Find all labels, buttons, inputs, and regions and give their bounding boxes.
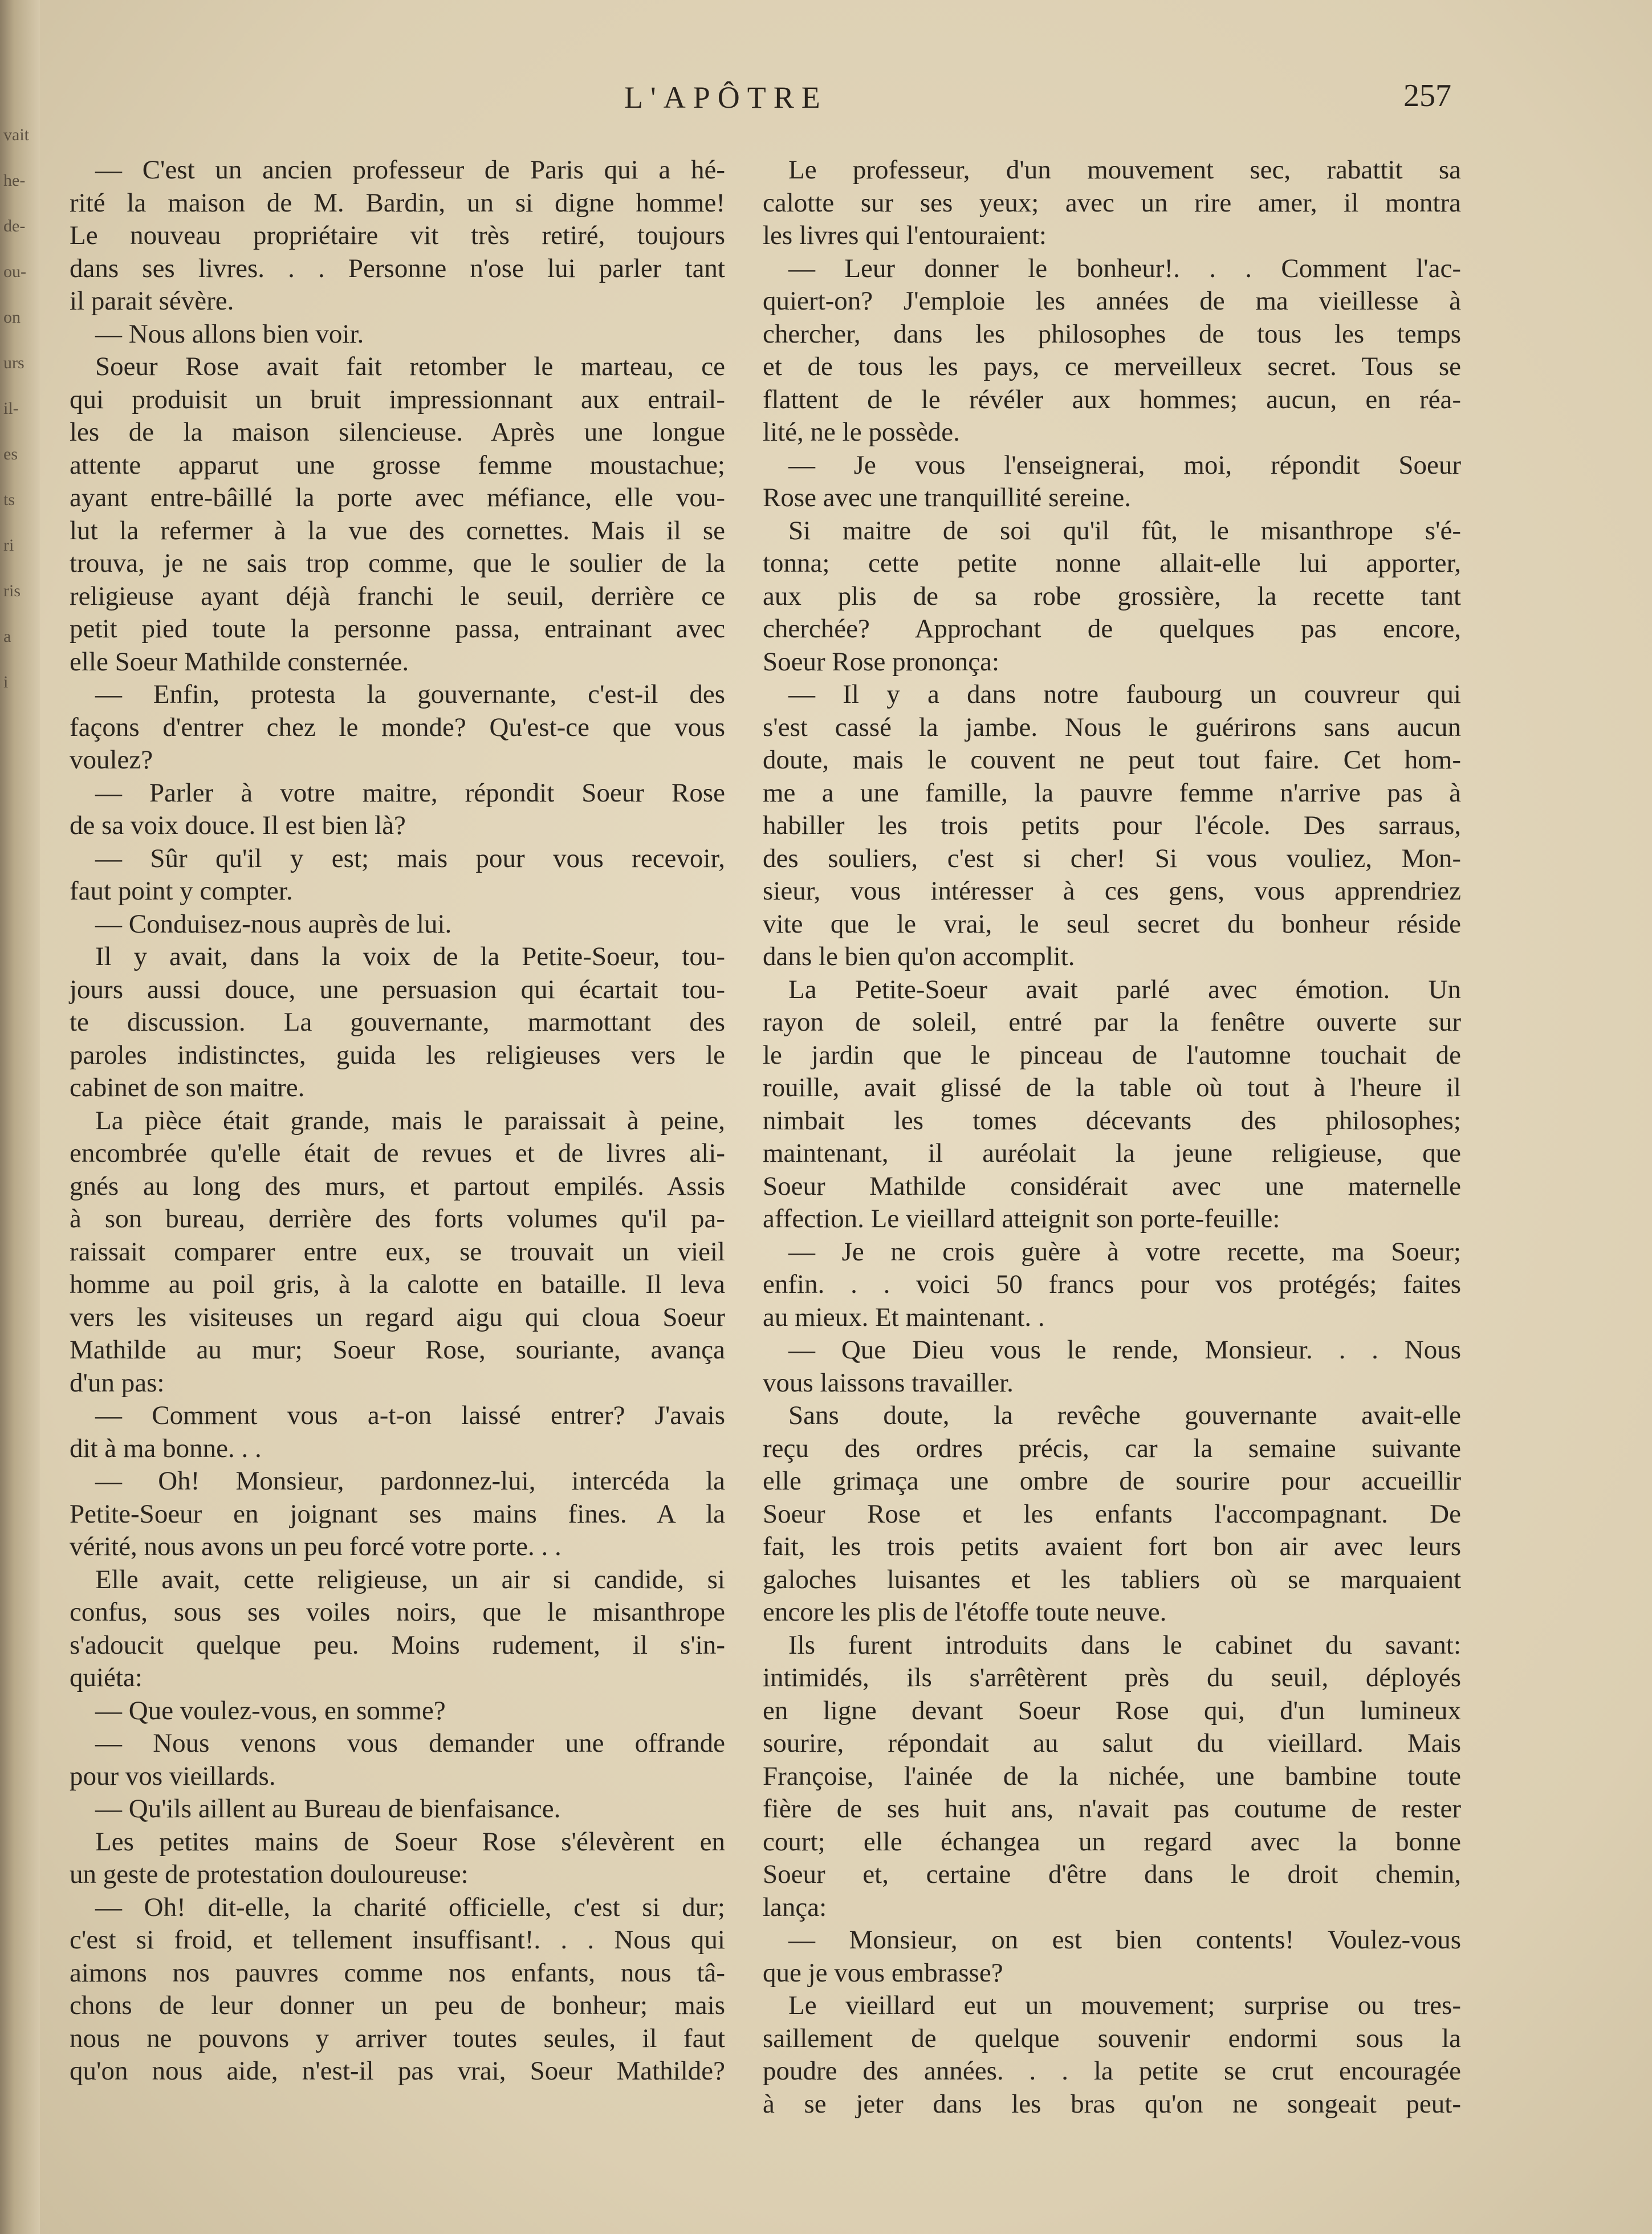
text-line: — Parler à votre maitre, répondit Soeur Rose <box>95 778 725 808</box>
text-line: faut point y compter. <box>70 876 293 906</box>
text-line: saillement de quelque souvenir endormi sous la <box>763 2023 1461 2053</box>
text-line: Il y avait, dans la voix de la Petite-Soeur, tou- <box>95 942 725 971</box>
text-line: elle Soeur Mathilde consternée. <box>70 646 409 677</box>
text-line: reçu des ordres précis, car la semaine suivante <box>763 1433 1461 1463</box>
text-line: encombrée qu'elle était de revues et de livres ali- <box>70 1138 725 1168</box>
text-line: — Qu'ils aillent au Bureau de bienfaisance. <box>95 1794 561 1824</box>
text-line: voulez? <box>70 745 153 775</box>
text-line: dans le bien qu'on accomplit. <box>763 942 1075 971</box>
text-line: — Sûr qu'il y est; mais pour vous recevoir, <box>95 843 725 873</box>
text-line: Si maitre de soi qu'il fût, le misanthrope s'é- <box>788 515 1461 546</box>
text-line: — Oh! Monsieur, pardonnez-lui, intercéda la <box>95 1466 725 1496</box>
text-line: et de tous les pays, ce merveilleux secret. Tous se <box>763 352 1461 381</box>
text-line: Le vieillard eut un mouvement; surprise ou tres- <box>788 1991 1461 2020</box>
text-line: que je vous embrasse? <box>763 1958 1003 1988</box>
text-line: confus, sous ses voiles noirs, que le misanthrope <box>70 1597 725 1627</box>
text-line: rité la maison de M. Bardin, un si digne homme! <box>70 188 725 218</box>
text-line: — Que Dieu vous le rende, Monsieur. . . Nous <box>788 1335 1461 1365</box>
text-line: me a une famille, la pauvre femme n'arrive pas à <box>763 778 1461 808</box>
text-line: vers les visiteuses un regard aigu qui cloua Soeur <box>70 1302 725 1332</box>
text-line: les de la maison silencieuse. Après une longue <box>70 417 725 447</box>
text-line: Le nouveau propriétaire vit très retiré, toujours <box>70 221 725 250</box>
running-title: L'APÔTRE <box>624 80 828 115</box>
text-line: Sans doute, la revêche gouvernante avait-elle <box>788 1401 1461 1430</box>
text-line: nous ne pouvons y arriver toutes seules, il faut <box>70 2023 725 2053</box>
text-line: — Leur donner le bonheur!. . . Comment l'ac- <box>788 253 1461 283</box>
gutter-text-fragment: es <box>3 445 18 463</box>
text-line: ayant entre-bâillé la porte avec méfiance, elle vou- <box>70 483 725 512</box>
text-line: quiéta: <box>70 1663 143 1692</box>
running-header <box>0 80 1652 120</box>
text-line: qu'on nous aide, n'est-il pas vrai, Soeur Mathilde? <box>70 2056 725 2086</box>
facing-page-gutter <box>0 0 40 2234</box>
gutter-text-fragment: he- <box>3 171 26 190</box>
text-line: trouva, je ne sais trop comme, que le soulier de la <box>70 548 725 578</box>
gutter-text-fragment: a <box>3 627 11 646</box>
text-line: cherchée? Approchant de quelques pas encore, <box>763 614 1461 644</box>
text-line: galoches luisantes et les tabliers où se marquaient <box>763 1564 1461 1594</box>
gutter-text-fragment: vait <box>3 125 29 144</box>
text-line: Petite-Soeur en joignant ses mains fines. A la <box>70 1499 725 1529</box>
text-line: fait, les trois petits avaient fort bon air avec leurs <box>763 1532 1461 1561</box>
text-line: La Petite-Soeur avait parlé avec émotion. Un <box>788 974 1461 1004</box>
gutter-text-fragment: ri <box>3 536 14 555</box>
text-line: rouille, avait glissé de la table où tout à l'heure il <box>763 1073 1461 1102</box>
text-line: vous laissons travailler. <box>763 1368 1014 1398</box>
text-line: elle grimaça une ombre de sourire pour accueillir <box>763 1466 1461 1496</box>
gutter-text-fragment: il- <box>3 399 19 418</box>
page-number: 257 <box>1403 78 1451 113</box>
gutter-text-fragment: ts <box>3 490 15 509</box>
text-line: d'un pas: <box>70 1368 165 1398</box>
text-line: lança: <box>763 1892 827 1922</box>
text-line: quiert-on? J'emploie les années de ma vieillesse à <box>763 286 1461 316</box>
text-line: Rose avec une tranquillité sereine. <box>763 483 1131 512</box>
text-line: aux plis de sa robe grossière, la recette tant <box>763 581 1461 611</box>
text-line: habiller les trois petits pour l'école. Des sarraus, <box>763 811 1461 840</box>
gutter-text-fragment: on <box>3 308 21 327</box>
text-line: un geste de protestation douloureuse: <box>70 1859 469 1889</box>
text-line: — Monsieur, on est bien contents! Voulez-vous <box>788 1925 1461 1955</box>
text-line: — Je vous l'enseignerai, moi, répondit Soeur <box>788 450 1461 480</box>
text-line: à son bureau, derrière des forts volumes qu'il pa- <box>70 1204 725 1234</box>
text-line: flattent de le révéler aux hommes; aucun, en réa- <box>763 384 1461 414</box>
text-line: doute, mais le couvent ne peut tout faire. Cet hom- <box>763 745 1461 775</box>
text-line: vite que le vrai, le seul secret du bonheur réside <box>763 909 1461 939</box>
text-line: lut la refermer à la vue des cornettes. Mais il se <box>70 515 725 546</box>
text-line: Soeur Rose et les enfants l'accompagnant. De <box>763 1499 1461 1529</box>
text-line: Le professeur, d'un mouvement sec, rabattit sa <box>788 155 1461 185</box>
text-line: — Comment vous a-t-on laissé entrer? J'avais <box>95 1401 725 1430</box>
text-line: rayon de soleil, entré par la fenêtre ouverte sur <box>763 1007 1461 1037</box>
text-line: gnés au long des murs, et partout empilés. Assis <box>70 1171 725 1201</box>
text-line: paroles indistinctes, guida les religieuses vers le <box>70 1040 725 1070</box>
text-line: dans ses livres. . . Personne n'ose lui parler tant <box>70 253 725 283</box>
text-line: — C'est un ancien professeur de Paris qui a hé- <box>95 155 725 185</box>
text-line: chons de leur donner un peu de bonheur; mais <box>70 1991 725 2020</box>
text-line: nimbait les tomes décevants des philosophes; <box>763 1105 1461 1136</box>
text-line: attente apparut une grosse femme moustachue; <box>70 450 725 480</box>
text-line: — Conduisez-nous auprès de lui. <box>95 909 452 939</box>
text-line: homme au poil gris, à la calotte en bataille. Il leva <box>70 1269 725 1299</box>
text-line: tonna; cette petite nonne allait-elle lui apporter, <box>763 548 1461 578</box>
text-line: Mathilde au mur; Soeur Rose, souriante, avança <box>70 1335 725 1365</box>
text-line: affection. Le vieillard atteignit son porte-feuille: <box>763 1204 1280 1234</box>
text-line: il parait sévère. <box>70 286 234 316</box>
text-line: petit pied toute la personne passa, entrainant avec <box>70 614 725 644</box>
text-line: au mieux. Et maintenant. . <box>763 1302 1045 1332</box>
left-text-column <box>70 154 725 2088</box>
text-line: Soeur Rose prononça: <box>763 646 1000 677</box>
text-line: dit à ma bonne. . . <box>70 1433 262 1463</box>
text-line: pour vos vieillards. <box>70 1761 276 1791</box>
text-line: en ligne devant Soeur Rose qui, d'un lumineux <box>763 1695 1461 1726</box>
text-line: Soeur Mathilde considérait avec une maternelle <box>763 1171 1461 1201</box>
text-line: le jardin que le pinceau de l'automne touchait de <box>763 1040 1461 1070</box>
text-line: — Nous venons vous demander une offrande <box>95 1728 725 1758</box>
text-line: c'est si froid, et tellement insuffisant!. . . Nous qui <box>70 1925 725 1955</box>
text-line: Les petites mains de Soeur Rose s'élevèrent en <box>95 1826 725 1857</box>
text-line: cabinet de son maitre. <box>70 1073 305 1102</box>
text-line: façons d'entrer chez le monde? Qu'est-ce que vous <box>70 712 725 742</box>
text-line: court; elle échangea un regard avec la bonne <box>763 1826 1461 1857</box>
text-line: lité, ne le possède. <box>763 417 960 447</box>
text-line: encore les plis de l'étoffe toute neuve. <box>763 1597 1167 1627</box>
text-line: de sa voix douce. Il est bien là? <box>70 811 406 840</box>
text-line: Ils furent introduits dans le cabinet du savant: <box>788 1630 1461 1660</box>
gutter-text-fragment: ris <box>3 581 21 600</box>
text-line: — Nous allons bien voir. <box>95 319 364 349</box>
text-line: — Il y a dans notre faubourg un couvreur qui <box>788 679 1461 709</box>
gutter-text-fragment: i <box>3 673 9 691</box>
text-line: s'adoucit quelque peu. Moins rudement, il s'in- <box>70 1630 725 1660</box>
text-line: s'est cassé la jambe. Nous le guérirons sans aucun <box>763 712 1461 742</box>
text-line: Françoise, l'ainée de la nichée, une bambine toute <box>763 1761 1461 1791</box>
text-line: religieuse ayant déjà franchi le seuil, derrière ce <box>70 581 725 611</box>
text-line: fière de ses huit ans, n'avait pas coutume de rester <box>763 1794 1461 1824</box>
text-line: vérité, nous avons un peu forcé votre porte. . . <box>70 1532 561 1561</box>
text-line: Soeur Rose avait fait retomber le marteau, ce <box>95 352 725 381</box>
text-line: calotte sur ses yeux; avec un rire amer, il montra <box>763 188 1461 218</box>
text-line: raissait comparer entre eux, se trouvait un vieil <box>70 1236 725 1267</box>
text-line: à se jeter dans les bras qu'on ne songeait peut- <box>763 2089 1461 2119</box>
text-line: intimidés, ils s'arrêtèrent près du seuil, déployés <box>763 1663 1461 1692</box>
text-line: jours aussi douce, une persuasion qui écartait tou- <box>70 974 725 1004</box>
text-line: sieur, vous intéresser à ces gens, vous apprendriez <box>763 876 1461 906</box>
text-line: te discussion. La gouvernante, marmottant des <box>70 1007 725 1037</box>
right-text-column <box>763 154 1461 2121</box>
text-line: Elle avait, cette religieuse, un air si candide, si <box>95 1564 725 1594</box>
text-line: les livres qui l'entouraient: <box>763 221 1047 250</box>
text-line: chercher, dans les philosophes de tous les temps <box>763 319 1461 349</box>
text-line: — Je ne crois guère à votre recette, ma Soeur; <box>788 1236 1461 1267</box>
text-line: — Enfin, protesta la gouvernante, c'est-il des <box>95 679 725 709</box>
text-line: qui produisit un bruit impressionnant aux entrail- <box>70 384 725 414</box>
text-line: maintenant, il auréolait la jeune religieuse, que <box>763 1138 1461 1168</box>
text-line: Soeur et, certaine d'être dans le droit chemin, <box>763 1859 1461 1889</box>
text-line: La pièce était grande, mais le paraissait à peine, <box>95 1105 725 1136</box>
gutter-text-fragment: ou- <box>3 262 26 281</box>
text-line: — Oh! dit-elle, la charité officielle, c'est si dur; <box>95 1892 725 1922</box>
text-line: des souliers, c'est si cher! Si vous vouliez, Mon- <box>763 843 1461 873</box>
gutter-text-fragment: de- <box>3 217 26 235</box>
text-line: sourire, répondait au salut du vieillard. Mais <box>763 1728 1461 1758</box>
text-line: enfin. . . voici 50 francs pour vos protégés; faites <box>763 1269 1461 1299</box>
text-line: aimons nos pauvres comme nos enfants, nous tâ- <box>70 1958 725 1988</box>
text-line: poudre des années. . . la petite se crut encouragée <box>763 2056 1461 2086</box>
gutter-text-fragment: urs <box>3 353 25 372</box>
text-line: — Que voulez-vous, en somme? <box>95 1695 446 1726</box>
